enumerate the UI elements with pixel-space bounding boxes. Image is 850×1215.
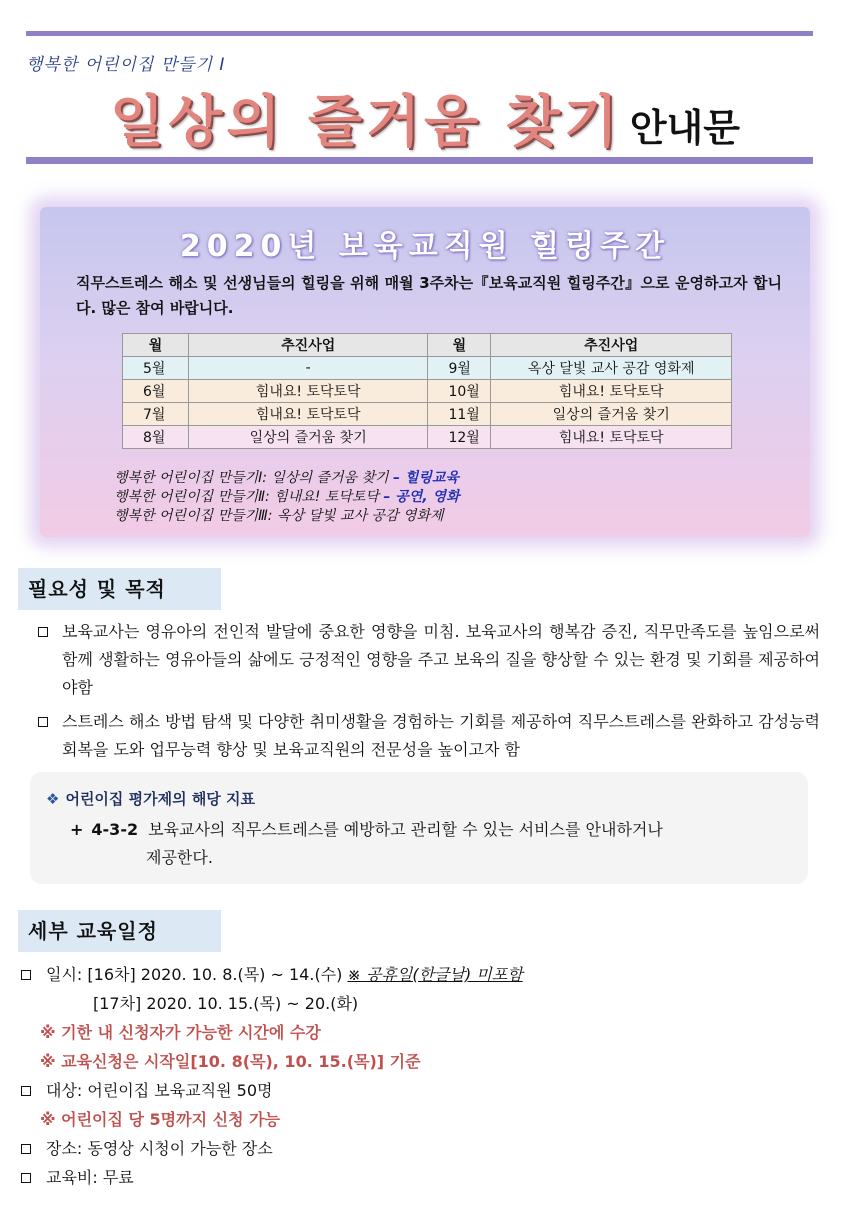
healing-week-panel xyxy=(40,207,810,537)
table-row xyxy=(123,403,732,426)
cell-month: 8월 xyxy=(123,426,189,449)
top-rule xyxy=(26,31,813,36)
purpose-list xyxy=(38,618,820,770)
checkbox-square-icon xyxy=(21,1144,31,1154)
checkbox-square-icon xyxy=(38,717,48,727)
title-tail: 안내문 xyxy=(629,106,740,150)
checkbox-square-icon xyxy=(21,1173,31,1183)
schedule-details xyxy=(18,960,523,1192)
date-row: 일시: [16차] 2020. 10. 8.(목) ~ 14.(수) ※ 공휴일(한글날) 미포함 xyxy=(18,960,523,989)
panel-description: 직무스트레스 해소 및 선생님들의 힐링을 위해 매월 3주차는『보육교직원 힐링주간』으로 운영하고자 합니다. 많은 참여 바랍니다. xyxy=(76,274,782,317)
cell-program: 힘내요! 토닥토닥 xyxy=(188,380,428,403)
checkbox-square-icon xyxy=(21,1086,31,1096)
checkbox-square-icon xyxy=(38,627,48,637)
program-notes xyxy=(114,469,460,526)
cell-program: 힘내요! 토닥토닥 xyxy=(188,403,428,426)
indicator-body: + 4-3-2 보육교사의 직무스트레스를 예방하고 관리할 수 있는 서비스를 안내하거나 제공한다. xyxy=(70,820,663,867)
cell-month: 6월 xyxy=(123,380,189,403)
cell-program: 옥상 달빛 교사 공감 영화제 xyxy=(491,357,732,380)
warning-text: ※ 어린이집 당 5명까지 신청 가능 xyxy=(40,1110,281,1129)
table-header-row xyxy=(123,334,732,357)
cell-month: 12월 xyxy=(428,426,491,449)
note-line: 행복한 어린이집 만들기Ⅱ: 힘내요! 토닥토닥 – 공연, 영화 xyxy=(114,489,460,505)
header-program-1: 추진사업 xyxy=(188,334,428,357)
cell-program: 힘내요! 토닥토닥 xyxy=(491,380,732,403)
cell-program: 일상의 즐거움 찾기 xyxy=(188,426,428,449)
schedule-table xyxy=(122,333,732,449)
warning-text: ※ 교육신청은 시작일[10. 8(목), 10. 15.(목)] 기준 xyxy=(40,1052,421,1071)
section-heading-purpose: 필요성 및 목적 xyxy=(18,568,221,610)
warning-text: ※ 기한 내 신청자가 가능한 시간에 수강 xyxy=(40,1023,321,1042)
page-title xyxy=(0,78,850,158)
indicator-box xyxy=(30,772,808,884)
cell-month: 7월 xyxy=(123,403,189,426)
target-row: 대상: 어린이집 보육교직원 50명 xyxy=(18,1076,523,1105)
fee-row: 교육비: 무료 xyxy=(18,1163,523,1192)
indicator-heading: ❖ 어린이집 평가제의 해당 지표 xyxy=(46,790,256,808)
place-row: 장소: 동영상 시청이 가능한 장소 xyxy=(18,1134,523,1163)
cell-program: 힘내요! 토닥토닥 xyxy=(491,426,732,449)
section-heading-schedule: 세부 교육일정 xyxy=(18,910,221,952)
title-main: 일상의 즐거움 찾기 xyxy=(110,90,622,155)
bottom-rule xyxy=(26,157,813,164)
note-line: 행복한 어린이집 만들기Ⅲ: 옥상 달빛 교사 공감 영화제 xyxy=(114,508,444,524)
header-month-2: 월 xyxy=(428,334,491,357)
table-row xyxy=(123,357,732,380)
holiday-note: ※ 공휴일(한글날) 미포함 xyxy=(347,965,523,984)
header-program-2: 추진사업 xyxy=(491,334,732,357)
cell-program: - xyxy=(188,357,428,380)
cell-month: 10월 xyxy=(428,380,491,403)
header-month-1: 월 xyxy=(123,334,189,357)
cell-month: 9월 xyxy=(428,357,491,380)
table-row xyxy=(123,426,732,449)
cell-program: 일상의 즐거움 찾기 xyxy=(491,403,732,426)
header-subtitle: 행복한 어린이집 만들기 I xyxy=(26,55,226,75)
cell-month: 5월 xyxy=(123,357,189,380)
checkbox-square-icon xyxy=(21,970,31,980)
table-row xyxy=(123,380,732,403)
cell-month: 11월 xyxy=(428,403,491,426)
diamond-icon: ❖ xyxy=(46,790,60,808)
date-row-2: [17차] 2020. 10. 15.(목) ~ 20.(화) xyxy=(93,994,359,1013)
note-line: 행복한 어린이집 만들기Ⅰ: 일상의 즐거움 찾기 – 힐링교육 xyxy=(114,470,459,486)
list-item: 스트레스 해소 방법 탐색 및 다양한 취미생활을 경험하는 기회를 제공하여 직무스트레스를 완화하고 감성능력회복을 도와 업무능력 향상 및 보육교직원의 전문성을 높이고자 함 xyxy=(38,708,820,764)
panel-title: 2020년 보육교직원 힐링주간 xyxy=(179,229,671,264)
list-item: 보육교사는 영유아의 전인적 발달에 중요한 영향을 미침. 보육교사의 행복감 증진, 직무만족도를 높임으로써 함께 생활하는 영유아들의 삶에도 긍정적인 영향을 주고 보육의 질을 향상할 수 있는 환경 및 기회를 제공하여야함 xyxy=(38,618,820,702)
